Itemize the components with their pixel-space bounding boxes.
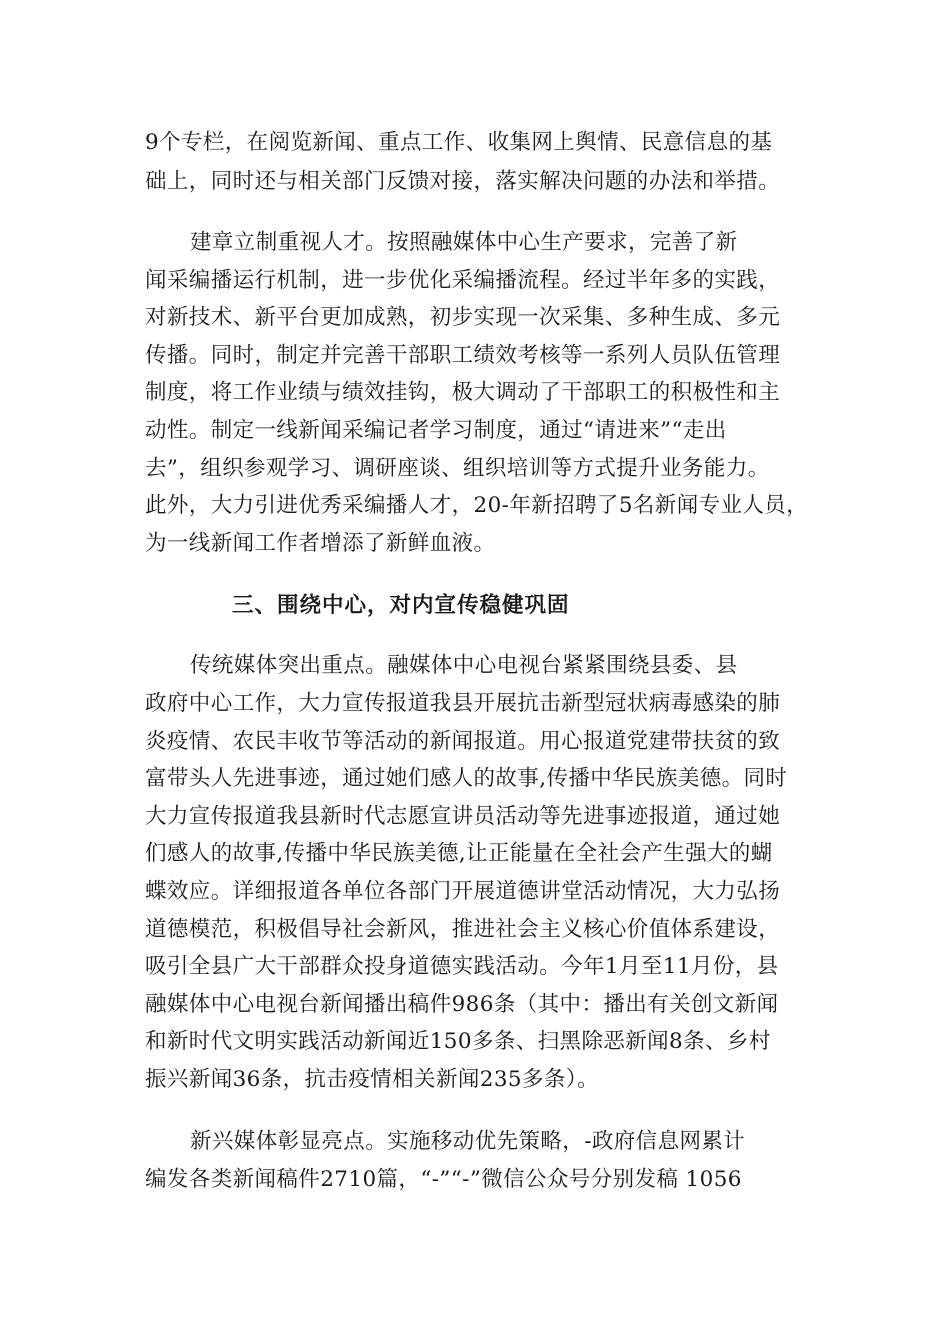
body-line: 们感人的故事,传播中华民族美德,让正能量在全社会产生强大的蝴 — [145, 841, 773, 866]
body-line: 富带头人先进事迹，通过她们感人的故事,传播中华民族美德。同时 — [145, 766, 788, 791]
body-line: 传播。同时，制定并完善干部职工绩效考核等一系列人员队伍管理 — [145, 343, 781, 368]
body-line: 吸引全县广大干部群众投身道德实践活动。今年1月至11月份，县 — [145, 954, 779, 979]
body-line: 此外，大力引进优秀采编播人才，20-年新招聘了5名新闻专业人员， — [145, 493, 809, 518]
body-line: 为一线新闻工作者增添了新鲜血液。 — [145, 531, 496, 556]
body-line: 炎疫情、农民丰收节等活动的新闻报道。用心报道党建带扶贫的致 — [145, 729, 781, 754]
body-line: 去”，组织参观学习、调研座谈、组织培训等方式提升业务能力。 — [145, 456, 770, 481]
paragraph-start-line: 建章立制重视人才。按照融媒体中心生产要求，完善了新 — [190, 230, 738, 255]
paragraph-start-line: 传统媒体突出重点。融媒体中心电视台紧紧围绕县委、县 — [190, 653, 738, 678]
body-line: 蝶效应。详细报道各单位各部门开展道德讲堂活动情况，大力弘扬 — [145, 879, 781, 904]
body-line: 政府中心工作，大力宣传报道我县开展抗击新型冠状病毒感染的肺 — [145, 691, 781, 716]
body-line: 大力宣传报道我县新时代志愿宣讲员活动等先进事迹报道，通过她 — [145, 804, 781, 829]
paragraph-start-line: 新兴媒体彰显亮点。实施移动优先策略，-政府信息网累计 — [190, 1129, 746, 1154]
body-line: 振兴新闻36条，抗击疫情相关新闻235多条）。 — [145, 1067, 599, 1092]
body-line: 9个专栏，在阅览新闻、重点工作、收集网上舆情、民意信息的基 — [145, 130, 773, 155]
body-line: 动性。制定一线新闻采编记者学习制度，通过“请进来”“走出 — [145, 418, 727, 443]
section-heading: 三、围绕中心，对内宣传稳健巩固 — [232, 593, 570, 618]
body-line: 制度，将工作业绩与绩效挂钩，极大调动了干部职工的积极性和主 — [145, 380, 781, 405]
body-line: 融媒体中心电视台新闻播出稿件986条（其中：播出有关创文新闻 — [145, 992, 779, 1017]
body-line: 闻采编播运行机制，进一步优化采编播流程。经过半年多的实践， — [145, 268, 781, 293]
body-line: 对新技术、新平台更加成熟，初步实现一次采集、多种生成、多元 — [145, 305, 781, 330]
body-line: 和新时代文明实践活动新闻近150多条、扫黑除恶新闻8条、乡村 — [145, 1029, 771, 1054]
body-line: 编发各类新闻稿件2710篇，“-”“-”微信公众号分别发稿 1056 — [145, 1167, 742, 1192]
body-line: 道德模范，积极倡导社会新风，推进社会主义核心价值体系建设， — [145, 917, 781, 942]
body-line: 础上，同时还与相关部门反馈对接，落实解决问题的办法和举措。 — [145, 169, 781, 194]
